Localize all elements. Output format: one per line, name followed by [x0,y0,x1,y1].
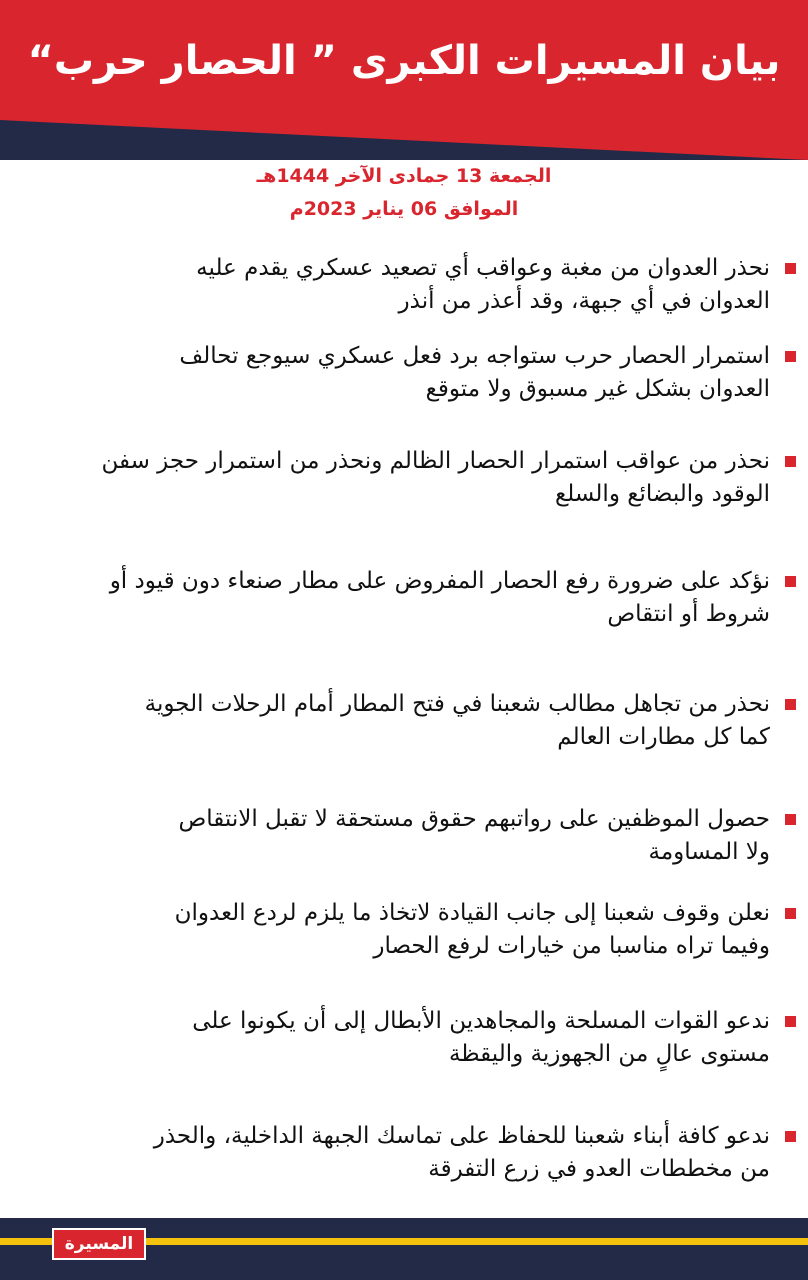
statement-line: نحذر من عواقب استمرار الحصار الظالم ونحذر من استمرار حجز سفن [101,448,770,474]
statement-line: كما كل مطارات العالم [557,724,770,750]
statement-line: ندعو كافة أبناء شعبنا للحفاظ على تماسك الجبهة الداخلية، والحذر [153,1123,770,1149]
red-square-bullet-icon [785,1016,796,1027]
header-banner [0,0,808,170]
statement-line: ندعو القوات المسلحة والمجاهدين الأبطال إلى أن يكونوا على [192,1008,770,1034]
statement-line: مستوى عالٍ من الجهوزية واليقظة [448,1041,770,1067]
statement-line: من مخططات العدو في زرع التفرقة [428,1156,770,1182]
statement-line: استمرار الحصار حرب ستواجه برد فعل عسكري سيوجع تحالف [179,343,770,369]
statement-item [30,688,770,754]
red-square-bullet-icon [785,456,796,467]
statement-item [30,897,770,963]
statement-line: ولا المساومة [648,839,770,865]
red-square-bullet-icon [785,699,796,710]
statement-item [30,1005,770,1071]
red-square-bullet-icon [785,814,796,825]
date-gregorian: الموافق 06 يناير 2023م [289,198,519,220]
red-square-bullet-icon [785,576,796,587]
red-square-bullet-icon [785,1131,796,1142]
al-masirah-logo: المسيرة [52,1228,146,1260]
statement-line: وفيما تراه مناسبا من خيارات لرفع الحصار [373,933,770,959]
date-block [0,160,808,226]
statement-line: العدوان بشكل غير مسبوق ولا متوقع [425,376,770,402]
statement-item [30,340,770,406]
red-square-bullet-icon [785,351,796,362]
statement-line: نؤكد على ضرورة رفع الحصار المفروض على مطار صنعاء دون قيود أو [109,568,770,594]
statement-item [30,1120,770,1186]
statement-item [30,445,770,511]
statement-item [30,565,770,631]
statement-line: نعلن وقوف شعبنا إلى جانب القيادة لاتخاذ ما يلزم لردع العدوان [174,900,770,926]
statement-line: العدوان في أي جبهة، وقد أعذر من أنذر [398,288,770,314]
statement-line: نحذر من تجاهل مطالب شعبنا في فتح المطار أمام الرحلات الجوية [144,691,770,717]
statement-item [30,803,770,869]
red-square-bullet-icon [785,908,796,919]
statement-line: شروط أو انتقاص [607,601,770,627]
red-square-bullet-icon [785,263,796,274]
statement-line: الوقود والبضائع والسلع [555,481,770,507]
footer-bar [0,1218,808,1280]
statement-line: حصول الموظفين على رواتبهم حقوق مستحقة لا تقبل الانتقاص [178,806,770,832]
statement-item [30,252,770,318]
header-shapes [0,0,808,170]
page-title: بيان المسيرات الكبرى ” الحصار حرب“ [27,38,781,84]
statement-line: نحذر العدوان من مغبة وعواقب أي تصعيد عسكري يقدم عليه [196,255,770,281]
date-hijri: الجمعة 13 جمادى الآخر 1444هـ [256,165,552,187]
